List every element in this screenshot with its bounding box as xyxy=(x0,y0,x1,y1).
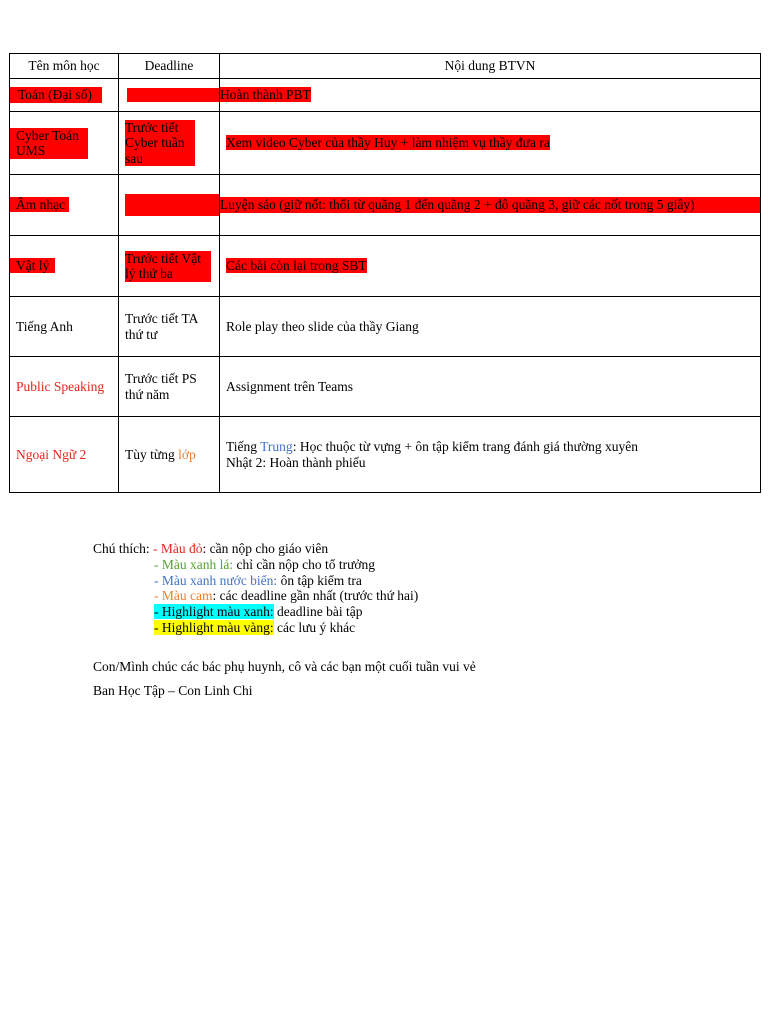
subject-cell xyxy=(10,175,119,236)
legend-yellow-key: - Highlight màu vàng: xyxy=(154,619,274,635)
deadline-cell: Trước tiết PS thứ năm xyxy=(119,357,220,417)
table-row xyxy=(10,112,761,175)
content-text: Các bài còn lại trong SBT xyxy=(226,258,367,274)
content-cell xyxy=(220,112,761,175)
legend-line-green xyxy=(93,557,418,573)
deadline-cell: Trước tiết TA thứ tư xyxy=(119,297,220,357)
legend-yellow-desc: các lưu ý khác xyxy=(273,619,356,635)
deadline-colored: lớp xyxy=(178,446,196,462)
legend-title: Chú thích: xyxy=(93,541,153,556)
legend-cyan-key: - Highlight màu xanh: xyxy=(154,604,274,620)
content-text: Xem video Cyber của thầy Huy + làm nhiệm vụ thầy đưa ra xyxy=(226,135,550,151)
legend-cyan-desc: deadline bài tập xyxy=(273,604,363,620)
deadline-cell xyxy=(119,112,220,175)
redacted-deadline xyxy=(125,194,219,216)
header-deadline: Deadline xyxy=(119,54,220,79)
table-row xyxy=(10,357,761,417)
content-colored: Trung xyxy=(260,439,293,454)
deadline-cell xyxy=(119,79,220,112)
subject-cell: Public Speaking xyxy=(10,357,119,417)
deadline-text: Trước tiết Cyber tuần sau xyxy=(125,120,195,167)
legend-line-red xyxy=(93,541,418,557)
content-cell xyxy=(220,417,761,493)
legend-line-blue xyxy=(93,573,418,589)
legend-red-desc: : cần nộp cho giáo viên xyxy=(202,541,329,556)
legend xyxy=(93,541,418,636)
subject-cell xyxy=(10,236,119,297)
legend-red-key: - Màu đỏ xyxy=(153,541,203,556)
legend-green-desc: chỉ cần nộp cho tổ trưởng xyxy=(233,556,376,572)
subject-text: Toán (Đại số) xyxy=(10,87,102,103)
legend-blue-key: - Màu xanh nước biển: xyxy=(154,572,278,588)
closing-signature: Ban Học Tập – Con Linh Chi xyxy=(93,683,253,698)
subject-cell xyxy=(10,79,119,112)
legend-orange-desc: : các deadline gần nhất (trước thứ hai) xyxy=(212,588,419,604)
header-subject: Tên môn học xyxy=(10,54,119,79)
legend-line-yellow xyxy=(93,620,418,636)
table-row xyxy=(10,297,761,357)
subject-text: Vật lý xyxy=(10,258,55,273)
deadline-cell xyxy=(119,175,220,236)
table-row xyxy=(10,236,761,297)
content-line: Nhật 2: Hoàn thành phiếu xyxy=(226,454,366,470)
legend-line-cyan xyxy=(93,604,418,620)
content-text: Hoàn thành PBT xyxy=(220,87,311,103)
content-cell: Assignment trên Teams xyxy=(220,357,761,417)
deadline-cell xyxy=(119,417,220,493)
legend-orange-key: - Màu cam xyxy=(154,588,213,604)
content-prefix: Tiếng xyxy=(226,439,261,454)
table-row xyxy=(10,417,761,493)
content-cell: Role play theo slide của thầy Giang xyxy=(220,297,761,357)
deadline-cell xyxy=(119,236,220,297)
legend-line-orange xyxy=(93,588,418,604)
content-rest: : Học thuộc từ vựng + ôn tập kiểm trang đánh giá thường xuyên xyxy=(292,439,638,454)
deadline-text: Trước tiết Vật lý thứ ba xyxy=(125,251,211,282)
legend-green-key: - Màu xanh lá: xyxy=(154,556,234,572)
closing-greeting: Con/Mình chúc các bác phụ huynh, cô và các bạn một cuối tuần vui vẻ xyxy=(93,659,476,674)
subject-text: Âm nhạc xyxy=(10,197,69,212)
content-text: Luyện sáo (giữ nốt: thổi từ quãng 1 đến quãng 2 + đô quãng 3, giữ các nốt trong 5 giây) xyxy=(220,197,760,213)
subject-cell xyxy=(10,112,119,175)
redacted-deadline xyxy=(127,88,219,102)
subject-text: Cyber Toán UMS xyxy=(10,128,88,159)
homework-table xyxy=(9,53,761,493)
content-cell xyxy=(220,236,761,297)
subject-cell: Tiếng Anh xyxy=(10,297,119,357)
deadline-prefix: Tùy từng xyxy=(125,446,179,462)
table-row xyxy=(10,175,761,236)
content-line xyxy=(226,439,754,455)
content-cell xyxy=(220,175,761,236)
table-header-row xyxy=(10,54,761,79)
legend-blue-desc: ôn tập kiểm tra xyxy=(277,572,362,588)
subject-cell: Ngoại Ngữ 2 xyxy=(10,417,119,493)
table-row xyxy=(10,79,761,112)
content-cell xyxy=(220,79,761,112)
header-content: Nội dung BTVN xyxy=(220,54,761,79)
